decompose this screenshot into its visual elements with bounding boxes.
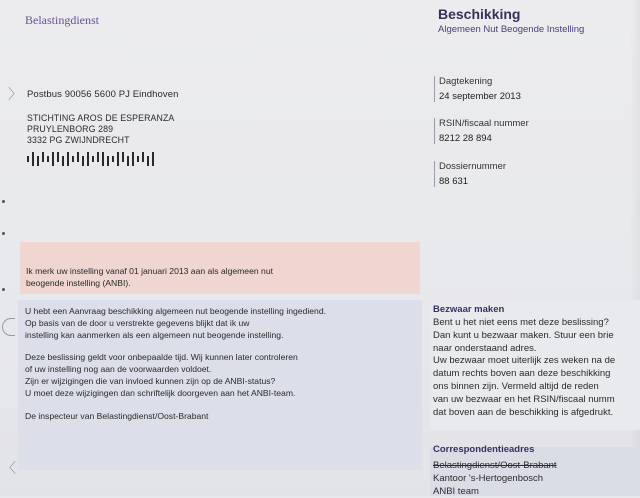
body-line: Deze beslissing geldt voor onbepaalde tijd. Wij kunnen later controleren [25,352,298,363]
body-line: U hebt een Aanvraag beschikking algemeen nut beogende instelling ingediend. [25,306,327,316]
recipient-line-1: STICHTING AROS DE ESPERANZA [27,113,175,123]
objection-line: dat boven aan de beschikking is afgedrukt. [433,406,614,418]
document-title: Beschikking [438,6,521,22]
margin-dot [2,200,5,203]
objection-line: van uw bezwaar en het RSIN/fiscaal numm [433,393,615,405]
fold-mark-icon: 〈 [2,460,16,476]
body-line: Zijn er wijzigingen die van invloed kunnen zijn op de ANBI-status? [25,375,276,386]
objection-line: datum rechts boven aan deze beschikking [433,368,611,380]
notice-line-2: beogende instelling (ANBI). [26,277,131,288]
recipient-line-2: PRUYLENBORG 289 [27,124,114,134]
rsin-label: RSIN/fiscaal nummer [439,118,529,129]
margin-dot [2,232,5,235]
signature-line: De inspecteur van Belastingdienst/Oost-Brabant [25,410,209,421]
rsin-block [434,118,529,144]
margin-dot [2,288,5,291]
dossier-label: Dossiernummer [439,161,507,172]
notice-text [26,266,273,289]
recipient-line-3: 3332 PG ZWIJNDRECHT [27,135,130,145]
date-block [434,76,521,102]
brand-logo-text: Belastingdienst [25,13,99,27]
objection-line: Uw bezwaar moet uiterlijk zes weken na de [433,355,616,367]
correspondence-address [433,459,557,498]
dossier-value: 88 631 [439,176,469,187]
date-value: 24 september 2013 [439,91,521,102]
objection-line: ons binnen zijn. Vermeld altijd de reden [433,380,599,392]
correspondence-line: ANBI team [433,486,479,497]
dossier-block [434,161,506,187]
objection-text [433,317,640,419]
paragraph-validity [25,352,417,399]
objection-line: Bent u het niet eens met deze beslissing? [433,317,609,328]
signature [25,411,417,423]
document-subtitle: Algemeen Nut Beogende Instelling [438,24,585,35]
punch-hole-icon [2,318,15,336]
body-line: of uw instelling nog aan de voorwaarden voldoet. [25,364,212,375]
objection-heading: Bezwaar maken [433,304,505,315]
notice-line-1: Ik merk uw instelling vanaf 01 januari 2013 aan als algemeen nut [26,266,273,276]
postal-barcode-icon [27,152,159,166]
body-line: Op basis van de door u verstrekte gegevens blijkt dat ik uw [25,317,250,328]
correspondence-line: Belastingdienst/Oost-Brabant [433,460,557,471]
body-line: U moet deze wijzigingen dan schriftelijk doorgeven aan het ANBI-team. [25,387,296,398]
correspondence-heading: Correspondentieadres [433,444,535,455]
date-label: Dagtekening [439,76,493,87]
fold-mark-icon: 〉 [8,86,22,102]
paragraph-application [25,306,417,341]
objection-line: Dan kunt u bezwaar maken. Stuur een brie [433,329,614,341]
body-line: instelling kan aanmerken als een algemeen nut beogende instelling. [25,329,284,340]
objection-line: naar onderstaand adres. [433,342,537,354]
return-address: Postbus 90056 5600 PJ Eindhoven [27,89,179,100]
rsin-value: 8212 28 894 [439,133,492,144]
correspondence-line: Kantoor 's-Hertogenbosch [433,473,544,484]
body-text [25,306,417,433]
